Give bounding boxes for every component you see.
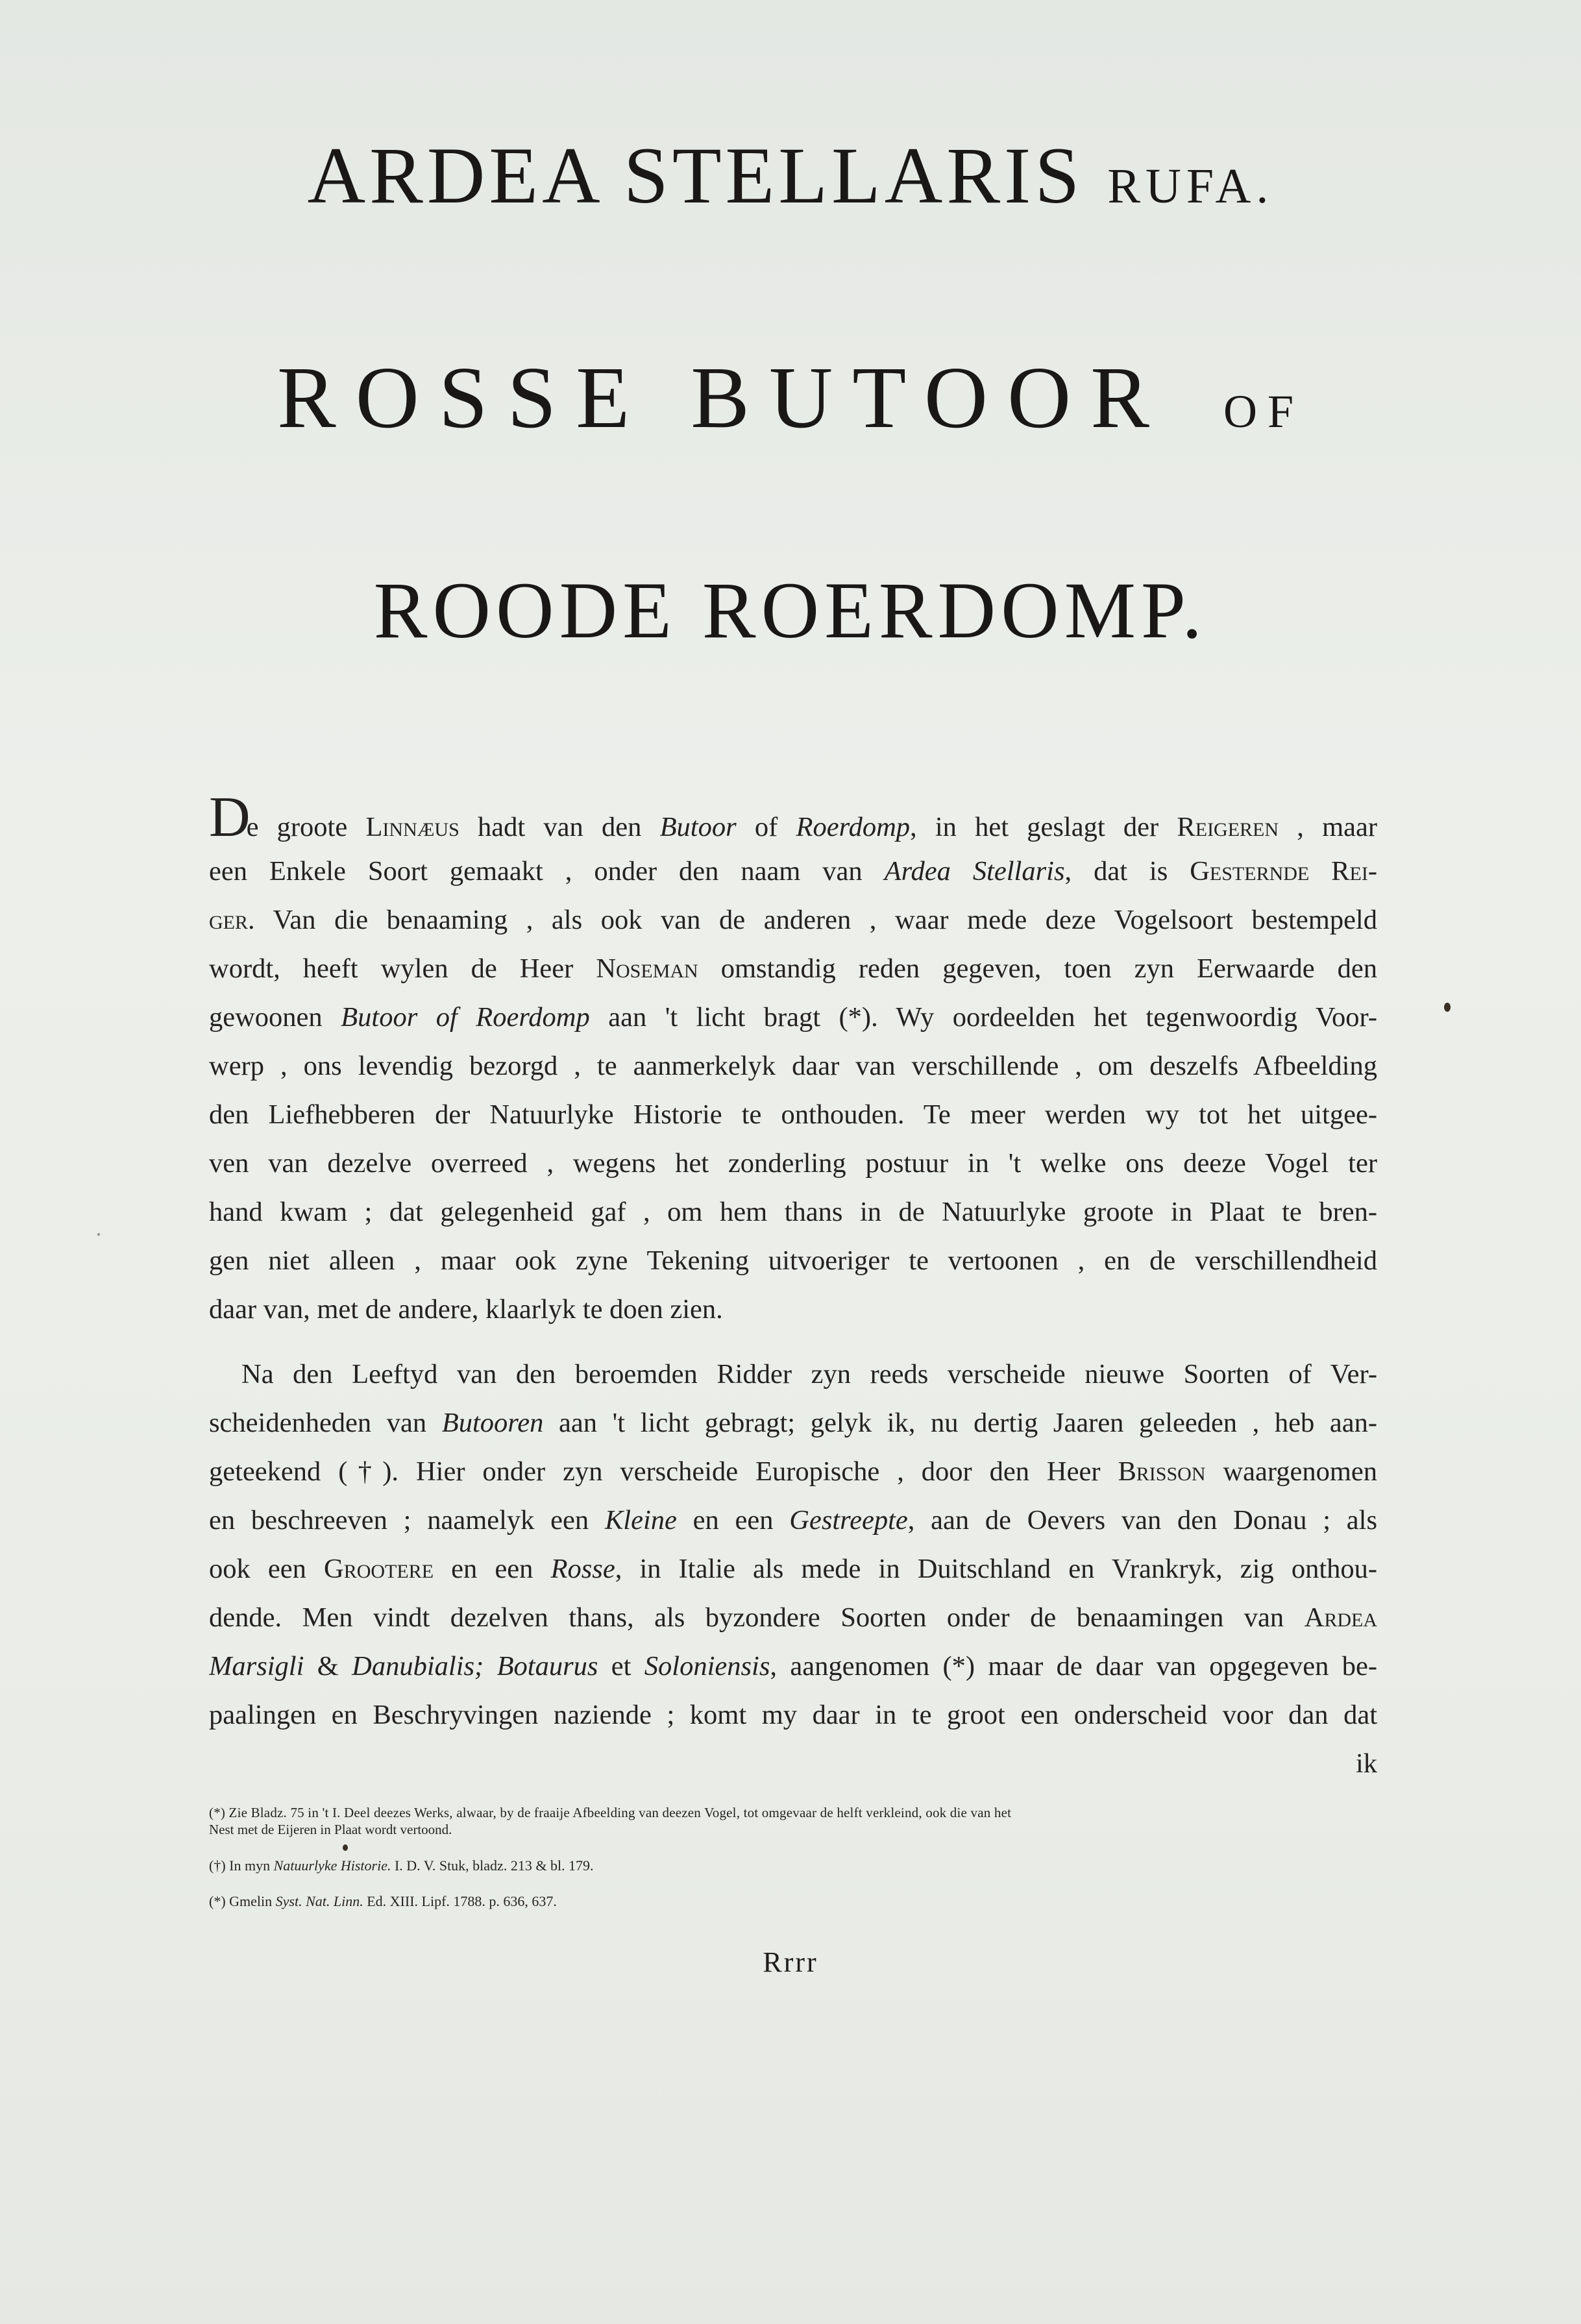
dutch-name-title (0, 347, 1581, 448)
footnotes (209, 1803, 1377, 1946)
paper-speck (97, 1233, 100, 1236)
text-line: Na den Leeftyd van den beroemden Ridder zyn reeds verscheide nieuwe Soorten of Ver- (241, 1359, 1377, 1389)
text-line: wordt, heeft wylen de Heer Noseman omstandig reden gegeven, toen zyn Eerwaarde den (209, 953, 1377, 984)
text-line: gen niet alleen , maar ook zyne Tekening uitvoeriger te vertoonen , en de verschillendheid (209, 1245, 1377, 1276)
footnote-1-continued (209, 1820, 1377, 1839)
paper-speck (343, 1844, 348, 1851)
text-line: ook een Grootere en een Rosse, in Italie als mede in Duitschland en Vrankryk, zig onthou- (209, 1554, 1377, 1584)
text-line: daar van, met de andere, klaarlyk te doen zien. (209, 1294, 723, 1325)
text-line: scheidenheden van Butooren aan 't licht gebragt; gelyk ik, nu dertig Jaaren geleeden , heb aan- (209, 1408, 1377, 1438)
text-line: een Enkele Soort gemaakt , onder den naam van Ardea Stellaris, dat is Gesternde Rei- (209, 856, 1377, 887)
signature-mark: Rrrr (763, 1946, 818, 1978)
catchword: ik (1355, 1748, 1377, 1779)
dutch-name-connector: OF (1223, 385, 1304, 437)
text-line: De groote Linnæus hadt van den Butoor of Roerdomp, in het geslagt der Reigeren , maar (209, 798, 1377, 847)
body-paragraph-1 (209, 798, 1377, 1334)
text-line: den Liefhebberen der Natuurlyke Historie te onthouden. Te meer werden wy tot het uitgee- (209, 1099, 1377, 1130)
body-paragraph-2 (209, 1350, 1377, 1788)
text-line: paalingen en Beschryvingen naziende ; komt my daar in te groot een onderscheid voor dan dat (209, 1700, 1377, 1730)
text-line: gewoonen Butoor of Roerdomp aan 't licht bragt (*). Wy oordeelden het tegenwoordig Voor- (209, 1002, 1377, 1033)
text-line: ven van dezelve overreed , wegens het zonderling postuur in 't welke ons deeze Vogel ter (209, 1148, 1377, 1179)
footnote-2: (†) In myn Natuurlyke Historie. I. D. V. Stuk, bladz. 213 & bl. 179. (209, 1857, 594, 1874)
text-line: ger. Van die benaaming , als ook van de anderen , waar mede deze Vogelsoort bestempeld (209, 905, 1377, 935)
text-line: geteekend (†). Hier onder zyn verscheide Europische , door den Heer Brisson waargenomen (209, 1456, 1377, 1487)
latin-name-suffix: RUFA. (1107, 159, 1274, 214)
paper-speck (1444, 1003, 1451, 1012)
alternate-name-title: ROODE ROERDOMP. (373, 566, 1208, 655)
text-line: en beschreeven ; naamelyk een Kleine en een Gestreepte, aan de Oevers van den Donau ; als (209, 1505, 1377, 1535)
footnote-1-line-a: (*) Zie Bladz. 75 in 't I. Deel deezes Werks, alwaar, by de fraaije Afbeelding van deezen Vogel, tot omgevaar de helft verkleind, ook die van het (209, 1805, 1012, 1820)
footnote-3: (*) Gmelin Syst. Nat. Linn. Ed. XIII. Lipf. 1788. p. 636, 637. (209, 1893, 557, 1909)
text-line: werp , ons levendig bezorgd , te aanmerkelyk daar van verschillende , om deszelfs Afbeelding (209, 1051, 1377, 1081)
dutch-name-main: ROSSE BUTOOR (276, 349, 1169, 446)
text-line: hand kwam ; dat gelegenheid gaf , om hem thans in de Natuurlyke groote in Plaat te bren- (209, 1197, 1377, 1227)
drop-cap: D (209, 798, 247, 847)
footnote-1-line-b: Nest met de Eijeren in Plaat wordt vertoond. (209, 1822, 452, 1837)
latin-name-title (0, 130, 1581, 222)
text-line: dende. Men vindt dezelven thans, als byzondere Soorten onder de benaamingen van Ardea (209, 1602, 1377, 1633)
text-line: Marsigli & Danubialis; Botaurus et Soloniensis, aangenomen (*) maar de daar van opgegeven be- (209, 1651, 1377, 1682)
latin-name-main: ARDEA STELLARIS (307, 131, 1084, 220)
